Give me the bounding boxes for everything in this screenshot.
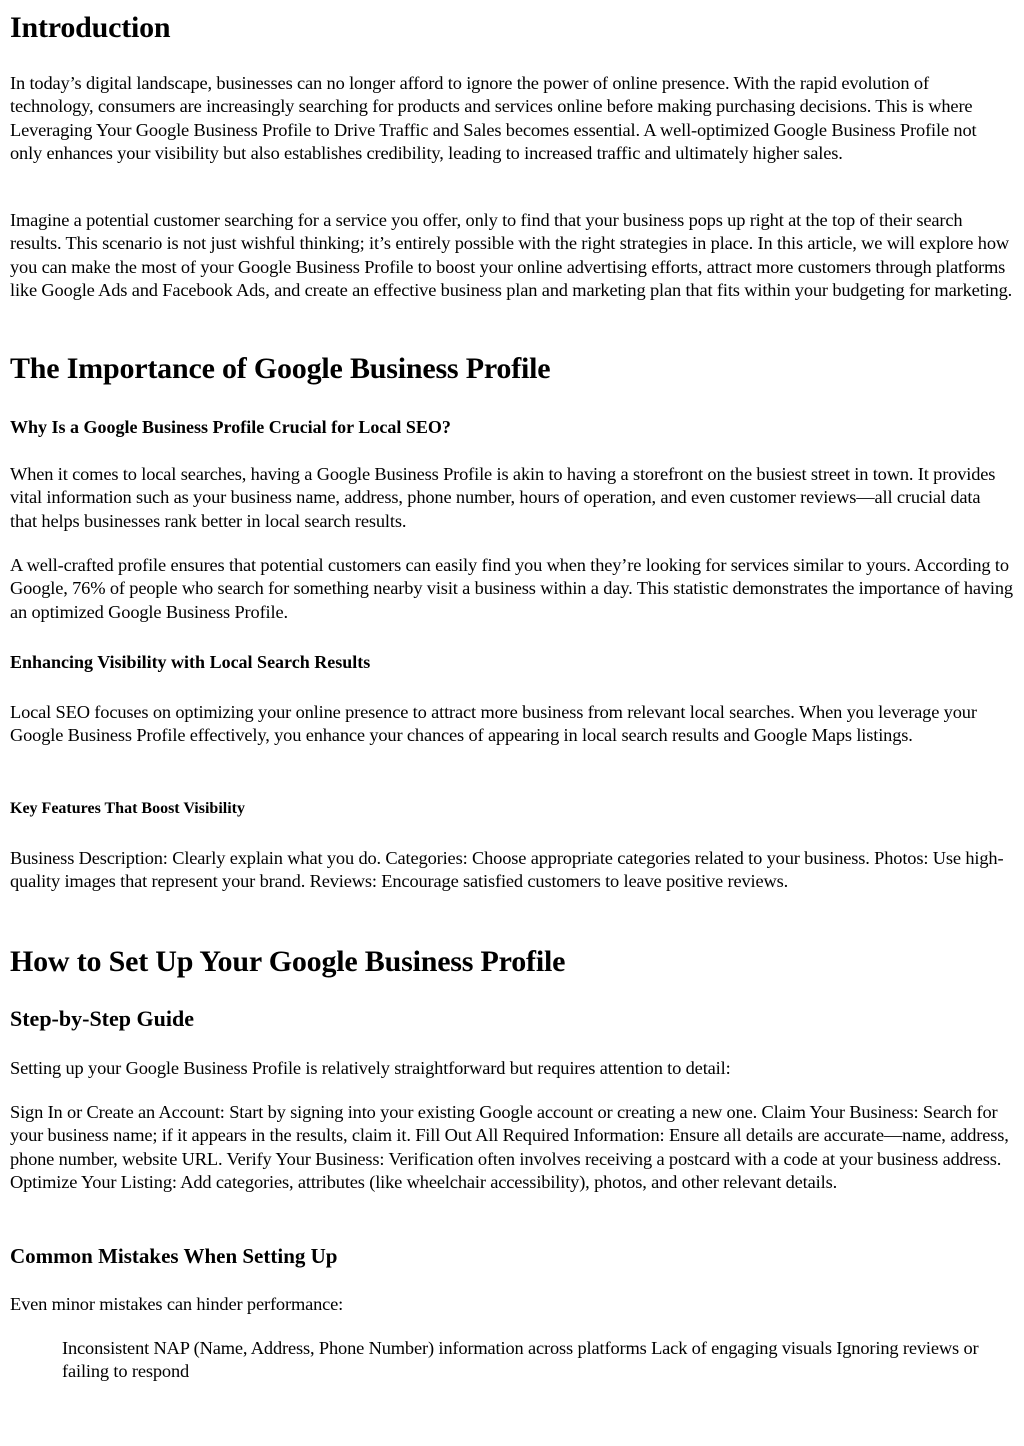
- intro-paragraph-2: Imagine a potential customer searching for a service you offer, only to find that your business pops up right at the top of their search results. This scenario is not just wishful thinking; it’s entirely possible with the right strategies in place. In this article, we will explore how you can make the most of your Google Business Profile to boost your online advertising efforts, attract more customers through platforms like Google Ads and Facebook Ads, and create an effective business plan and marketing plan that fits within your budgeting for marketing.: [10, 210, 1013, 300]
- heading-why-crucial: Why Is a Google Business Profile Crucial for Local SEO?: [10, 417, 451, 437]
- mistakes-paragraph-1: Even minor mistakes can hinder performance:: [10, 1294, 344, 1314]
- why-paragraph-2: A well-crafted profile ensures that potential customers can easily find you when they’re looking for services similar to yours. According to Google, 76% of people who search for something nearby visit a business within a day. This statistic demonstrates the importance of having an optimized Google Business Profile.: [10, 555, 1013, 622]
- heading-step-by-step: Step-by-Step Guide: [10, 1006, 194, 1031]
- intro-paragraph-1: In today’s digital landscape, businesses can no longer afford to ignore the power of online presence. With the rapid evolution of technology, consumers are increasingly searching for products and services online before making purchasing decisions. This is where Leveraging Your Google Business Profile to Drive Traffic and Sales becomes essential. A well-optimized Google Business Profile not only enhances your visibility but also establishes credibility, leading to increased traffic and ultimately higher sales.: [10, 73, 977, 163]
- heading-importance: The Importance of Google Business Profile: [10, 352, 551, 385]
- heading-common-mistakes: Common Mistakes When Setting Up: [10, 1244, 338, 1268]
- guide-paragraph-2: Sign In or Create an Account: Start by signing into your existing Google account or creating a new one. Claim Your Business: Search for your business name; if it appears in the results, claim it. Fill Out All Required Information: Ensure all details are accurate—name, address, phone number, website URL. Verify Your Business: Verification often involves receiving a postcard with a code at your business address. Optimize Your Listing: Add categories, attributes (like wheelchair accessibility), photos, and other relevant details.: [10, 1102, 1009, 1192]
- heading-enhancing-visibility: Enhancing Visibility with Local Search Results: [10, 652, 371, 672]
- why-paragraph-1: When it comes to local searches, having a Google Business Profile is akin to having a storefront on the busiest street in town. It provides vital information such as your business name, address, phone number, hours of operation, and even customer reviews—all crucial data that helps businesses rank better in local search results.: [10, 464, 996, 531]
- enhancing-paragraph-1: Local SEO focuses on optimizing your online presence to attract more business from relevant local searches. When you leverage your Google Business Profile effectively, you enhance your chances of appearing in local search results and Google Maps listings.: [10, 702, 977, 746]
- heading-key-features: Key Features That Boost Visibility: [10, 800, 245, 817]
- heading-setup: How to Set Up Your Google Business Profile: [10, 945, 566, 978]
- mistakes-list: [10, 1337, 1010, 1384]
- features-paragraph-1: Business Description: Clearly explain what you do. Categories: Choose appropriate categories related to your business. Photos: Use high-quality images that represent your brand. Reviews: Encourage satisfied customers to leave positive reviews.: [10, 848, 1004, 892]
- list-item: Inconsistent NAP (Name, Address, Phone Number) information across platforms Lack of engaging visuals Ignoring reviews or failing to respond: [62, 1338, 979, 1382]
- heading-introduction: Introduction: [10, 11, 171, 44]
- guide-paragraph-1: Setting up your Google Business Profile is relatively straightforward but requires attention to detail:: [10, 1058, 731, 1078]
